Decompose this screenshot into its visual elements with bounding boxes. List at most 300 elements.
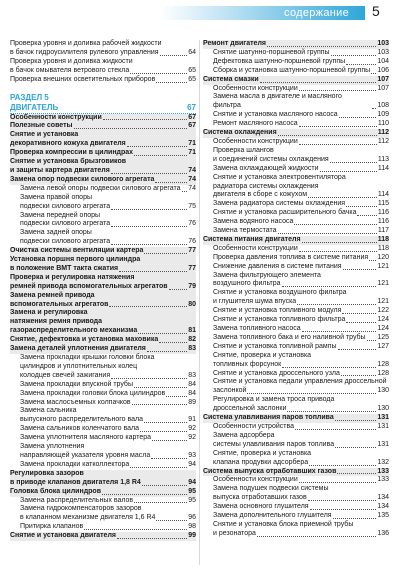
toc-entry[interactable] [203, 49, 389, 58]
toc-entry-text: Замена и регулировка [10, 309, 88, 317]
toc-entry [10, 229, 196, 238]
leader-dots [278, 135, 377, 136]
toc-entry[interactable] [203, 280, 389, 289]
leader-dots [130, 73, 187, 74]
toc-entry-text: Замена левой опоры подвески силового агрегата [20, 184, 181, 192]
toc-entry-page: 130 [377, 387, 389, 395]
toc-entry-text: и резонатора [213, 529, 256, 537]
toc-entry-page: 125 [377, 333, 389, 341]
toc-entry-page: 71 [188, 149, 196, 157]
page-number: 5 [372, 3, 380, 19]
toc-entry[interactable] [203, 387, 389, 396]
leader-dots [267, 46, 376, 47]
toc-entry[interactable] [203, 414, 389, 423]
section-label: РАЗДЕЛ 5 [10, 92, 49, 102]
toc-entry-text: Головка блока цилиндров [10, 487, 101, 495]
toc-entry[interactable] [203, 245, 389, 254]
toc-entry-text: клапана продувки адсорбера [213, 458, 309, 466]
toc-entry [203, 147, 389, 156]
toc-entry[interactable] [203, 76, 389, 85]
leader-dots [309, 465, 376, 466]
toc-entry-text: Снятие и установка расширительного бачка [213, 209, 357, 217]
toc-entry[interactable] [10, 140, 196, 149]
toc-entry-text: Система питания двигателя [203, 235, 301, 243]
toc-entry-page: 124 [377, 325, 389, 332]
leader-dots [346, 64, 376, 65]
toc-entry[interactable] [203, 423, 389, 432]
toc-entry-text: Замена маслосъемных колпачков [20, 398, 131, 406]
leader-dots [58, 103, 187, 113]
toc-entry[interactable] [203, 361, 389, 370]
toc-entry-text: Снятие и установка блока приемной трубы [213, 520, 354, 528]
toc-entry[interactable] [10, 247, 196, 256]
leader-dots [84, 529, 187, 530]
toc-entry-text: Сборка и установка шатунно-поршневой группы [213, 66, 371, 74]
toc-entry[interactable] [10, 381, 196, 390]
toc-entry-page: 116 [377, 218, 389, 226]
toc-entry-text: Установка поршня первого цилиндра [10, 256, 141, 264]
toc-entry-page: 118 [377, 244, 389, 252]
toc-entry [203, 521, 389, 530]
toc-entry [203, 450, 389, 459]
toc-entry-text: Особенности конструкции [213, 476, 298, 484]
toc-entry[interactable] [203, 129, 389, 138]
toc-entry-text: воздушного фильтра [213, 280, 281, 288]
toc-entry-text: Замена термостата [213, 227, 277, 235]
toc-entry-text: декоративного кожуха двигателя [10, 140, 126, 148]
toc-entry-text: Проверка уровня и доливка рабочей жидкости [10, 40, 162, 47]
toc-entry-text: Снятие и установка двигателя [10, 532, 116, 540]
toc-entry[interactable] [10, 497, 196, 506]
toc-entry[interactable] [203, 40, 389, 49]
toc-entry-text: в положение ВМТ такта сжатия [10, 264, 119, 272]
toc-entry-page: 124 [377, 316, 389, 324]
toc-entry-page: 108 [377, 102, 389, 110]
toc-entry-text: Снятие и установка масляного насоса [213, 111, 338, 119]
leader-dots [169, 289, 188, 290]
toc-entry-text: Снятие и установка топливного модуля [213, 307, 342, 315]
leader-dots [299, 482, 377, 483]
toc-entry [10, 407, 196, 416]
toc-entry-text: Замена прокладки головки блока цилиндров [20, 389, 166, 397]
toc-entry-text: Снятие и установка педали управления дроссельной [213, 378, 387, 386]
leader-dots [103, 119, 187, 120]
toc-entry[interactable] [203, 530, 389, 539]
leader-dots [160, 55, 188, 56]
toc-entry[interactable] [10, 176, 196, 185]
toc-entry[interactable] [10, 149, 196, 158]
toc-entry-page: 89 [188, 398, 196, 406]
toc-entry-text: Система смазки [203, 75, 259, 83]
leader-dots [346, 322, 376, 323]
leader-dots [166, 396, 187, 397]
leader-dots [295, 429, 376, 430]
toc-entry[interactable] [203, 512, 389, 521]
toc-entry-page: 76 [188, 220, 196, 228]
toc-entry-page: 84 [188, 380, 196, 388]
leader-dots [287, 411, 376, 412]
toc-entry-page: 132 [377, 458, 389, 466]
toc-entry-page: 94 [188, 478, 196, 486]
toc-entry-page: 77 [188, 264, 196, 272]
toc-entry-page: 131 [377, 422, 389, 430]
toc-entry-text: двигателя в сборе с кожухом [213, 191, 308, 199]
toc-entry-page: 116 [377, 209, 389, 217]
toc-entry[interactable] [203, 58, 389, 67]
toc-entry-text: Ремонт двигателя [203, 40, 266, 47]
toc-entry-text: Замена радиатора системы охлаждения [213, 200, 346, 208]
toc-entry-page: 74 [188, 166, 196, 174]
leader-dots [338, 349, 377, 350]
toc-entry-page: 133 [377, 467, 389, 475]
leader-dots [155, 182, 187, 183]
toc-entry[interactable] [10, 372, 196, 381]
leader-dots [342, 313, 376, 314]
toc-entry-text: Снятие и установка брызговиков [10, 158, 127, 166]
leader-dots [257, 536, 376, 537]
toc-entry[interactable] [10, 461, 196, 470]
toc-entry-text: Снятие и установка воздушного фильтра [213, 289, 347, 297]
toc-entry-page: 136 [377, 529, 389, 537]
toc-entry-page: 113 [377, 155, 389, 163]
toc-entry-text: Особенности конструкции [213, 137, 298, 145]
toc-entry-text: Замена гидрокомпенсаторов зазоров [20, 505, 142, 513]
leader-dots [102, 494, 187, 495]
toc-entry[interactable] [203, 236, 389, 245]
toc-entry[interactable] [203, 254, 389, 263]
toc-entry-page: 74 [188, 175, 196, 183]
toc-entry-text: выпуска отработавших газов [213, 494, 307, 502]
toc-entry-page: 71 [188, 140, 196, 148]
toc-entry[interactable] [10, 283, 196, 292]
toc-right-list [203, 40, 389, 539]
toc-entry[interactable] [10, 488, 196, 497]
toc-entry[interactable] [10, 532, 196, 541]
toc-entry-text: в клапанном механизме двигателя 1,6 R4 [20, 514, 156, 522]
leader-dots [330, 162, 377, 163]
toc-entry[interactable] [10, 167, 196, 176]
toc-entry[interactable] [10, 327, 196, 336]
leader-dots [111, 173, 187, 174]
toc-entry[interactable] [203, 218, 389, 227]
toc-entry-text: подвески силового агрегата [20, 202, 111, 210]
toc-entry-page: 94 [188, 460, 196, 468]
toc-entry-text: Замена топливного бака и его наливной трубы [213, 333, 366, 341]
toc-entry[interactable] [10, 452, 196, 461]
toc-entry[interactable] [10, 425, 196, 434]
toc-entry-text: заслонкой [213, 387, 247, 395]
toc-entry[interactable] [10, 479, 196, 488]
toc-entry-text: Система охлаждения [203, 129, 277, 137]
toc-entry-text: дроссельной заслонки [213, 405, 287, 413]
leader-dots [339, 117, 377, 118]
toc-entry-text: Проверка давления топлива в системе питания [213, 253, 369, 261]
toc-entry-page: 83 [188, 371, 196, 379]
toc-entry-text: ремней привода вспомогательных агрегатов [10, 282, 168, 290]
toc-entry-page: 130 [377, 405, 389, 413]
toc-entry[interactable] [203, 298, 389, 307]
toc-entry[interactable] [10, 203, 196, 212]
toc-entry-page: 65 [188, 66, 196, 74]
toc-right-column [203, 40, 389, 539]
leader-dots [346, 206, 377, 207]
toc-entry-text: Замена сальника [20, 407, 77, 415]
toc-entry [203, 378, 389, 387]
toc-entry-text: в бачок гидроусилителя рулевого управления [10, 48, 159, 56]
toc-entry[interactable] [203, 138, 389, 147]
page-header [0, 0, 401, 22]
toc-entry-text: Замена фильтрующего элемента [213, 271, 321, 279]
toc-entry [10, 363, 196, 372]
toc-entry-text: Снятие, дефектовка и установка маховика [10, 336, 159, 344]
leader-dots [260, 82, 377, 83]
toc-entry[interactable] [203, 441, 389, 450]
toc-entry-page: 107 [377, 75, 389, 83]
section-page: 67 [187, 102, 196, 112]
leader-dots [308, 500, 377, 501]
toc-entry-page: 81 [188, 327, 196, 335]
toc-entry[interactable] [203, 307, 389, 316]
section-title: ДВИГАТЕЛЬ [10, 102, 59, 112]
toc-entry-page: 77 [188, 247, 196, 255]
toc-entry[interactable] [10, 301, 196, 310]
leader-dots [357, 215, 376, 216]
leader-dots [132, 404, 188, 405]
toc-entry-text: Замена водяного насоса [213, 218, 294, 226]
toc-entry-text: натяжения ремня привода [10, 318, 103, 326]
toc-entry-text: Замена передней опоры [20, 211, 101, 219]
toc-entry-text: системы улавливания паров топлива [213, 440, 335, 448]
toc-entry[interactable] [203, 209, 389, 218]
toc-entry-text: Особенности конструкции [213, 84, 298, 92]
section-title-row[interactable] [10, 103, 196, 114]
leader-dots [134, 155, 187, 156]
toc-entry-page: 106 [377, 66, 389, 74]
toc-entry[interactable] [203, 476, 389, 485]
toc-entry-page: 121 [377, 298, 389, 306]
toc-entry[interactable] [203, 334, 389, 343]
leader-dots [134, 502, 187, 503]
toc-entry-text: Снятие и установка [10, 131, 79, 139]
leader-dots [117, 538, 187, 539]
toc-entry[interactable] [203, 494, 389, 503]
toc-entry[interactable] [203, 191, 389, 200]
toc-entry-text: выпускного распределительного вала [20, 416, 143, 424]
leader-dots [127, 146, 187, 147]
toc-entry-text: Притирка клапанов [20, 523, 84, 531]
leader-dots [182, 191, 188, 192]
toc-entry[interactable] [10, 114, 196, 123]
toc-entry-page: 67 [188, 113, 196, 121]
toc-entry-page: 64 [188, 48, 196, 56]
toc-entry[interactable] [203, 316, 389, 325]
toc-entry [10, 158, 196, 167]
toc-entry-text: и глушителя шума впуска [213, 298, 297, 306]
toc-entry-text: Замена уплотнения [20, 443, 85, 451]
toc-entry-text: Дефектовка шатунно-поршневой группы [213, 57, 346, 65]
toc-entry-text: Замена задней опоры [20, 229, 92, 237]
toc-entry-text: Замена сальников коленчатого вала [20, 425, 140, 433]
toc-entry-text: Замена адсорбера [213, 431, 275, 439]
toc-entry [10, 505, 196, 514]
toc-entry-page: 104 [377, 57, 389, 65]
toc-entry-page: 134 [377, 494, 389, 502]
toc-entry-page: 79 [188, 282, 196, 290]
toc-entry[interactable] [203, 405, 389, 414]
toc-entry-page: 76 [188, 238, 196, 246]
header-title: содержание [284, 7, 349, 19]
toc-entry[interactable] [203, 263, 389, 272]
toc-entry-text: Очистка системы вентиляции картера [10, 247, 144, 255]
toc-entry[interactable] [203, 165, 389, 174]
toc-entry-page: 74 [188, 184, 196, 192]
toc-entry[interactable] [203, 85, 389, 94]
leader-dots [111, 378, 187, 379]
leader-dots [302, 242, 377, 243]
toc-entry[interactable] [203, 156, 389, 165]
leader-dots [278, 233, 377, 234]
toc-entry-page: 135 [377, 512, 389, 520]
toc-entry-page: 83 [188, 345, 196, 353]
toc-entry [203, 352, 389, 361]
toc-entry-text: Замена топливного насоса [213, 325, 301, 332]
toc-entry-text: Снятие и установка дроссельного узла [213, 369, 340, 377]
leader-dots [142, 485, 187, 486]
toc-entry-text: топливных форсунок [213, 360, 282, 368]
toc-entry[interactable] [10, 514, 196, 523]
leader-dots [343, 269, 377, 270]
toc-left-list [10, 114, 196, 542]
toc-entry[interactable] [203, 111, 389, 120]
toc-entry[interactable] [203, 325, 389, 334]
toc-entry-text: Снятие, проверка и установка [213, 449, 312, 457]
toc-entry[interactable] [203, 503, 389, 512]
leader-dots [310, 509, 377, 510]
toc-entry [203, 432, 389, 441]
toc-entry-text: Замена распределительных валов [20, 496, 134, 504]
toc-entry-text: Снятие и установка топливного фильтра [213, 316, 346, 324]
toc-entry-page: 122 [377, 307, 389, 315]
toc-entry[interactable] [203, 67, 389, 76]
leader-dots [111, 226, 187, 227]
toc-entry [10, 58, 196, 67]
toc-entry-page: 93 [188, 451, 196, 459]
toc-entry[interactable] [10, 345, 196, 354]
toc-entry-text: Замена правой опоры [20, 193, 92, 201]
toc-entry [203, 485, 389, 494]
toc-entry-text: Замена прокладки впускной трубы [20, 380, 133, 388]
toc-entry-text: Проверка внешних осветительных приборов [10, 75, 156, 83]
toc-entry [203, 289, 389, 298]
toc-entry-page: 107 [377, 84, 389, 92]
toc-entry-page: 131 [377, 414, 389, 422]
toc-entry-text: направляющей указателя уровня масла [20, 451, 151, 459]
leader-dots [282, 367, 376, 368]
leader-dots [130, 467, 187, 468]
toc-entry-page: 120 [377, 253, 389, 261]
leader-dots [156, 82, 187, 83]
toc-entry[interactable] [10, 390, 196, 399]
toc-entry[interactable] [10, 49, 196, 58]
toc-entry-text: Замена прокладки крышки головки блока [20, 354, 155, 361]
toc-entry-text: Система улавливания паров топлива [203, 414, 334, 422]
toc-entry[interactable] [10, 122, 196, 131]
toc-entry[interactable] [203, 93, 389, 111]
toc-entry[interactable] [203, 459, 389, 468]
toc-entry [10, 318, 196, 327]
leader-dots [247, 393, 376, 394]
toc-entry[interactable] [203, 120, 389, 129]
toc-entry [203, 272, 389, 281]
toc-entry [10, 274, 196, 283]
leader-dots [308, 197, 377, 198]
toc-entry [10, 194, 196, 203]
toc-entry-page: 127 [377, 342, 389, 350]
toc-entry-page: 128 [377, 369, 389, 377]
leader-dots [299, 90, 377, 91]
leader-dots [335, 420, 377, 421]
leader-dots [367, 340, 377, 341]
leader-dots [372, 108, 376, 109]
toc-entry[interactable] [10, 76, 196, 85]
toc-entry-page: 114 [377, 164, 389, 172]
toc-entry-text: подвески силового агрегата [20, 220, 111, 228]
toc-entry-page: 103 [377, 40, 389, 47]
toc-entry[interactable] [10, 416, 196, 425]
toc-entry-text: Регулировка и замена троса привода [213, 396, 335, 404]
toc-entry-page: 84 [188, 389, 196, 397]
toc-entry-page: 115 [377, 200, 389, 208]
toc-entry[interactable] [10, 265, 196, 274]
toc-entry-page: 91 [188, 416, 196, 424]
toc-entry-text: Регулировка зазоров [10, 469, 84, 477]
toc-entry[interactable] [10, 399, 196, 408]
column-divider [199, 40, 200, 565]
toc-entry[interactable] [10, 336, 196, 345]
leader-dots [299, 126, 377, 127]
toc-entry[interactable] [10, 523, 196, 532]
leader-dots [119, 271, 187, 272]
toc-entry-page: 121 [377, 280, 389, 288]
toc-entry[interactable] [10, 67, 196, 76]
leader-dots [151, 458, 187, 459]
leader-dots [337, 473, 376, 474]
toc-entry-page: 95 [188, 487, 196, 495]
toc-entry [10, 256, 196, 265]
leader-dots [331, 55, 377, 56]
toc-entry[interactable] [10, 238, 196, 247]
toc-entry[interactable] [10, 220, 196, 229]
toc-entry[interactable] [203, 200, 389, 209]
toc-entry [10, 40, 196, 49]
leader-dots [302, 331, 377, 332]
toc-entry-page: 65 [188, 75, 196, 83]
leader-dots [369, 260, 376, 261]
toc-entry[interactable] [10, 434, 196, 443]
toc-entry-page: 112 [377, 129, 389, 137]
toc-entry[interactable] [10, 185, 196, 194]
toc-entry-text: Проверка и регулировка натяжения [10, 273, 135, 281]
toc-entry[interactable] [203, 227, 389, 236]
leader-dots [299, 144, 377, 145]
leader-dots [320, 171, 377, 172]
toc-entry [10, 470, 196, 479]
toc-entry[interactable] [203, 343, 389, 352]
toc-entry [10, 212, 196, 221]
leader-dots [156, 520, 187, 521]
toc-entry [10, 131, 196, 140]
leader-dots [294, 224, 376, 225]
